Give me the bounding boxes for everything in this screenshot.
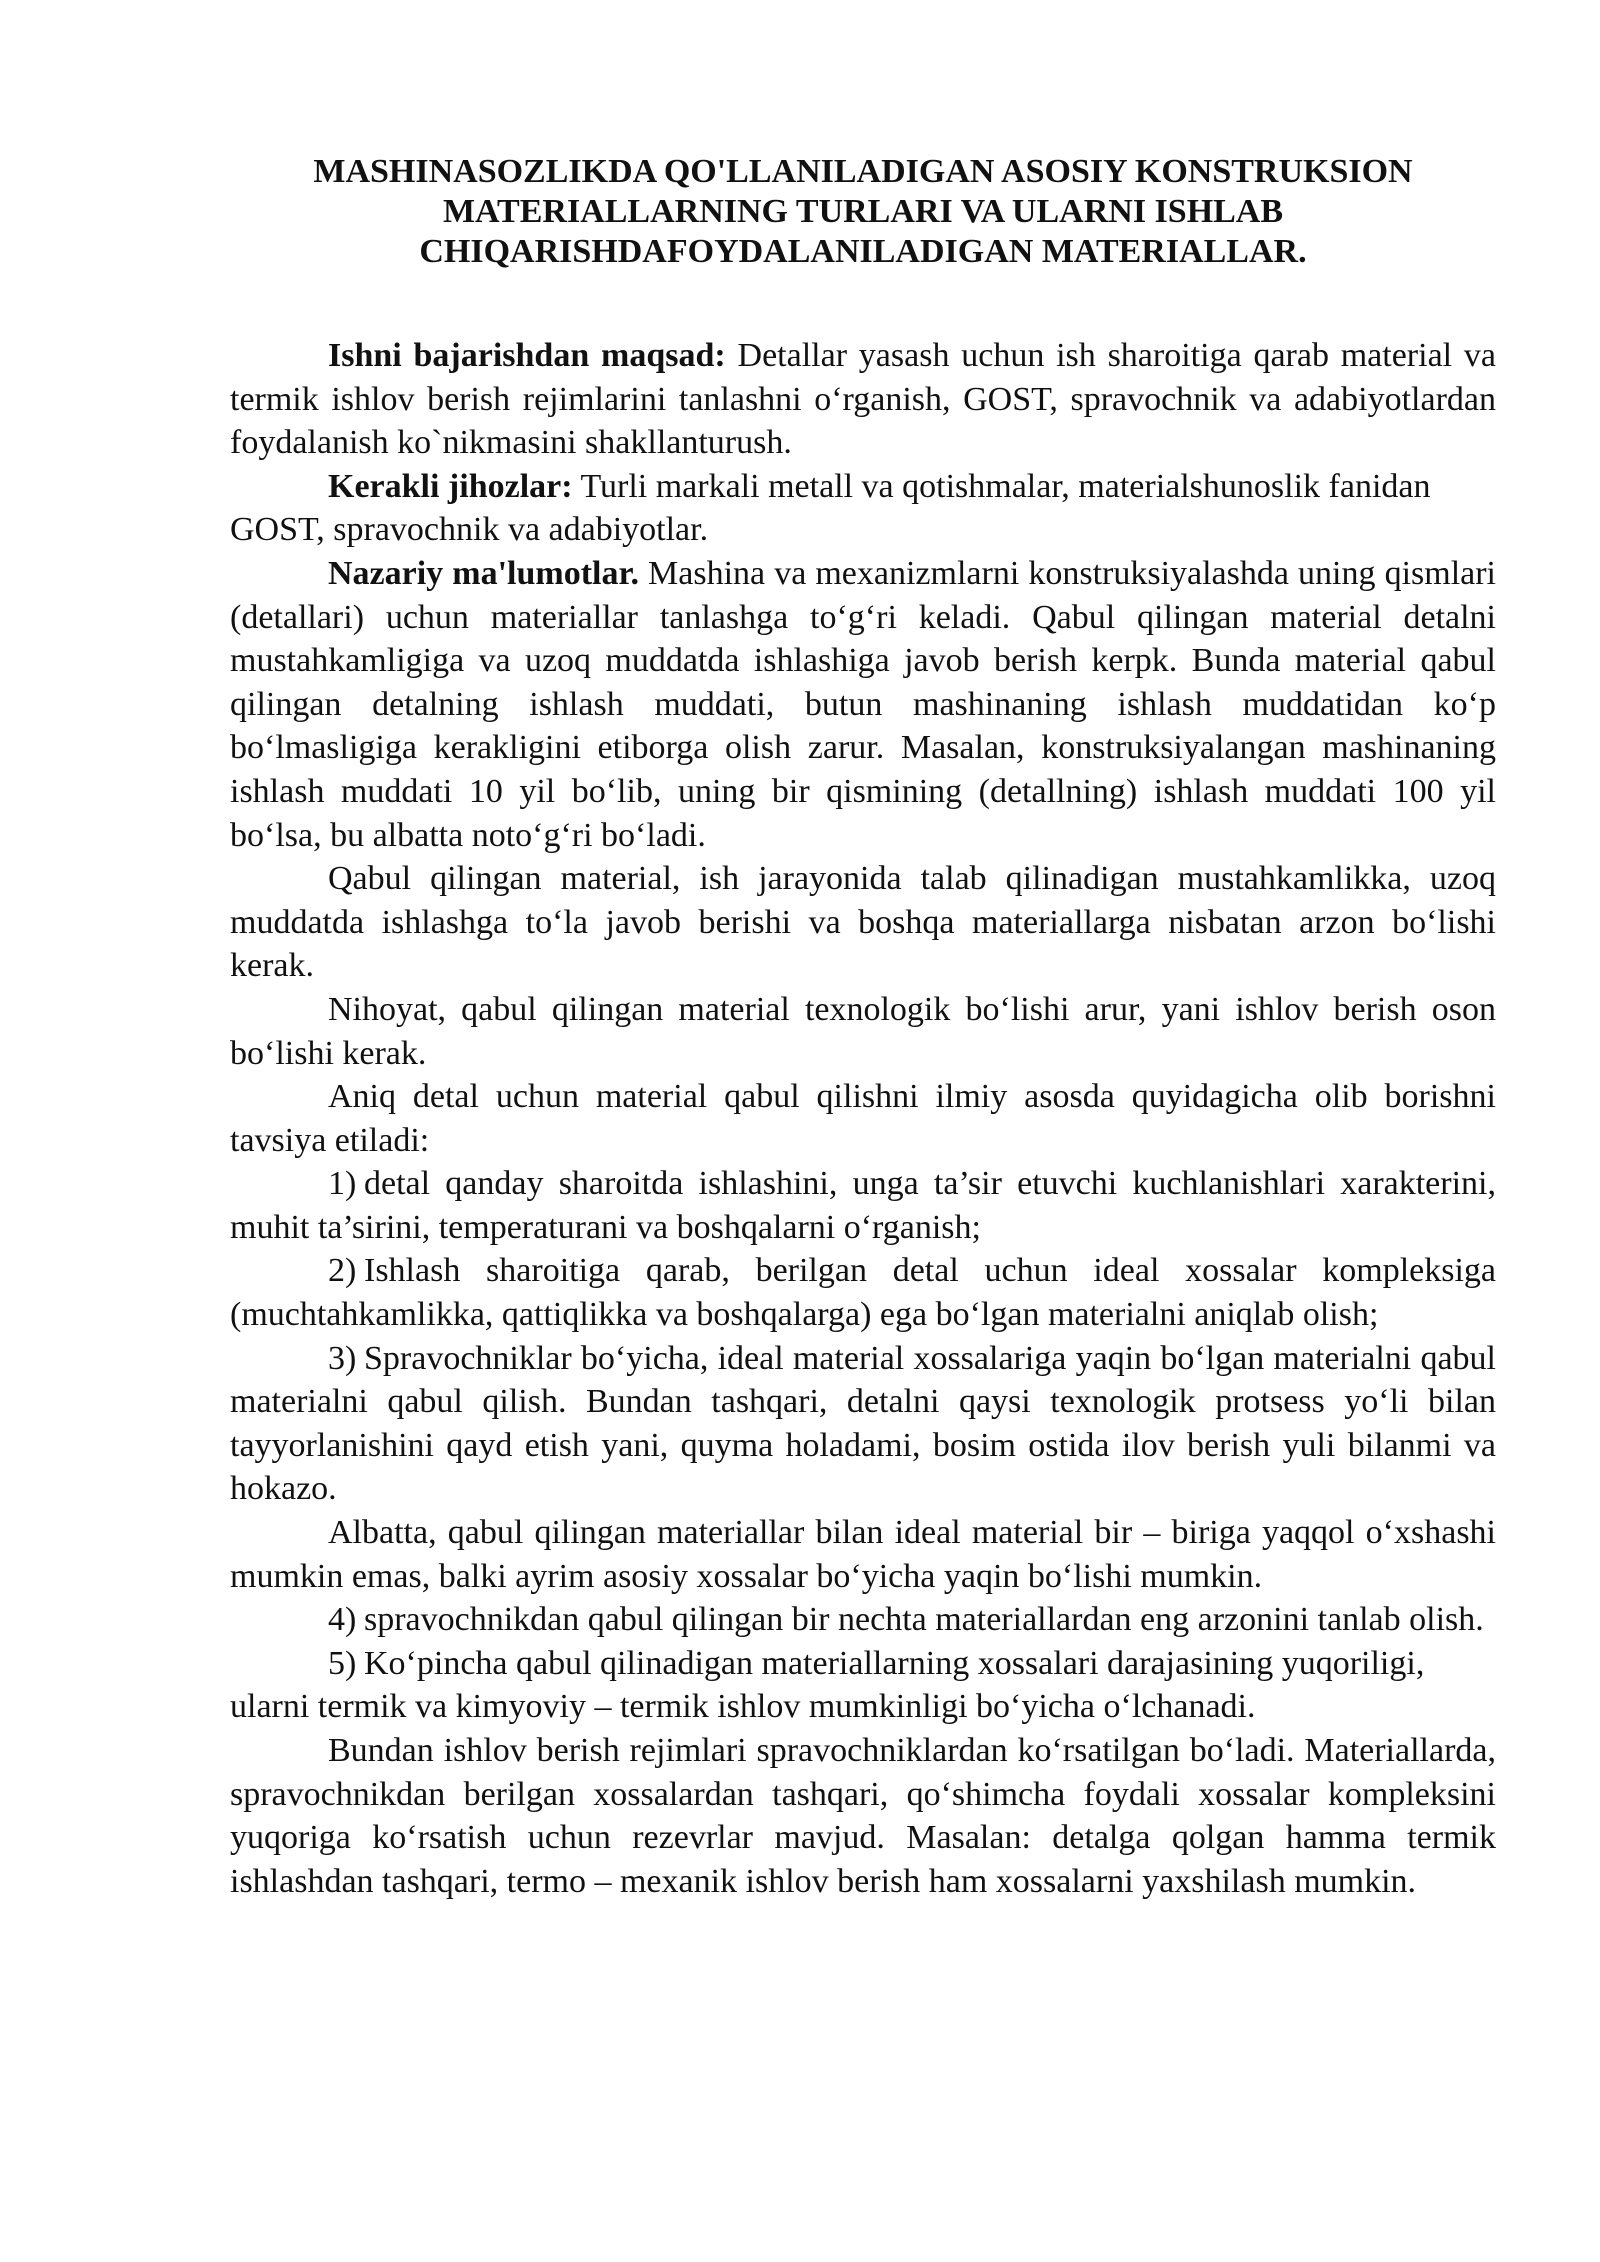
list-item-text: detal qanday sharoitda ishlashini, unga ta’sir etuvchi kuchlanishlari xarakterini, muhit ta’sirini, temperaturani va boshqalarni o‘rganish; xyxy=(230,1165,1496,1246)
body-paragraph: Bundan ishlov berish rejimlari spravochniklardan ko‘rsatilgan bo‘ladi. Materiallarda, spravochnikdan berilgan xossalardan tashqari, qo‘shimcha foydali xossalar kompleksini yuqoriga ko‘rsatish uchun rezevrlar mavjud. Masalan: detalga qolgan hamma termik ishlashdan tashqari, termo – mexanik ishlov berish ham xossalarni yaxshilash mumkin. xyxy=(230,1732,1496,1900)
goal-text: Detallar yasash uchun ish sharoitiga qarab material va termik ishlov berish rejimlarini tanlashni o‘rganish, GOST, spravochnik va adabiyotlardan foydalanish ko`nikmasini shakllanturush. xyxy=(230,337,1496,462)
list-item xyxy=(230,1249,1496,1336)
equipment-paragraph xyxy=(230,465,1496,552)
list-item-text: Ko‘pincha qabul qilinadigan materiallarning xossalari darajasining yuqoriligi, ularni termik va kimyoviy – termik ishlov mumkinligi bo‘yicha o‘lchanadi. xyxy=(230,1644,1425,1726)
body-paragraph: Albatta, qabul qilingan materiallar bilan ideal material bir – biriga yaqqol o‘xshashi mumkin emas, balki ayrim asosiy xossalar bo‘yicha yaqin bo‘lishi mumkin. xyxy=(230,1514,1496,1595)
title-line: CHIQARISHDAFOYDALANILADIGAN MATERIALLAR. xyxy=(419,233,1307,270)
document-page xyxy=(230,152,1496,1903)
title-line: MATERIALLARNING TURLARI VA ULARNI ISHLAB xyxy=(442,193,1284,230)
list-item-text: Ishlash sharoitiga qarab, berilgan detal uchun ideal xossalar kompleksiga (muchtahkamlikka, qattiqlikka va boshqalarga) ega bo‘lgan materialni aniqlab olish; xyxy=(230,1252,1496,1334)
list-item-number: 5) xyxy=(328,1644,357,1682)
list-item xyxy=(230,1642,1496,1729)
goal-paragraph xyxy=(230,334,1496,465)
body-paragraph: Nihoyat, qabul qilingan material texnologik bo‘lishi arur, yani ishlov berish oson bo‘lishi kerak. xyxy=(230,990,1496,1072)
list-item xyxy=(230,1162,1496,1249)
equipment-label: Kerakli jihozlar: xyxy=(328,467,573,505)
list-item-number: 3) xyxy=(328,1339,357,1377)
list-item-number: 2) xyxy=(328,1252,357,1290)
list-item-number: 4) xyxy=(328,1601,357,1639)
title-line: MASHINASOZLIKDA QO'LLANILADIGAN ASOSIY KONSTRUKSION xyxy=(313,153,1413,190)
list-item xyxy=(230,1337,1496,1511)
body-paragraph: Qabul qilingan material, ish jarayonida talab qilinadigan mustahkamlikka, uzoq muddatda ishlashga to‘la javob berishi va boshqa materiallarga nisbatan arzon bo‘lishi kerak. xyxy=(230,860,1496,985)
body-paragraph: Aniq detal uchun material qabul qilishni ilmiy asosda quyidagicha olib borishni tavsiya etiladi: xyxy=(230,1078,1496,1159)
theory-text: Mashina va mexanizmlarni konstruksiyalashda uning qismlari (detallari) uchun materiallar tanlashga to‘g‘ri keladi. Qabul qilingan material detalni mustahkamligiga va uzoq muddatda ishlashiga javob berish kerpk. Bunda material qabul qilingan detalning ishlash muddati, butun mashinaning ishlash muddatidan ko‘p bo‘lmasligiga kerakligini etiborga olish zarur. Masalan, konstruksiyalangan mashinaning ishlash muddati 10 yil bo‘lib, uning bir qismining (detallning) ishlash muddati 100 yil bo‘lsa, bu albatta noto‘g‘ri bo‘ladi. xyxy=(230,554,1496,854)
equipment-text: Turli markali metall va qotishmalar, materialshunoslik fanidan GOST, spravochnik va adabiyotlar. xyxy=(230,467,1431,549)
theory-paragraph xyxy=(230,552,1496,857)
goal-label: Ishni bajarishdan maqsad: xyxy=(328,337,726,374)
list-item-text: Spravochniklar bo‘yicha, ideal material xossalariga yaqin bo‘lgan materialni qabul materialni qabul qilish. Bundan tashqari, detalni qaysi texnologik protsess yo‘li bilan tayyorlanishini qayd etish yani, quyma holadami, bosim ostida ilov berish yuli bilanmi va hokazo. xyxy=(230,1339,1496,1508)
list-item-number: 1) xyxy=(328,1165,357,1203)
list-item-text: spravochnikdan qabul qilingan bir nechta materiallardan eng arzonini tanlab olish. xyxy=(364,1601,1484,1639)
theory-label: Nazariy ma'lumotlar. xyxy=(328,554,639,592)
document-title xyxy=(254,152,1472,272)
list-item xyxy=(230,1598,1496,1642)
